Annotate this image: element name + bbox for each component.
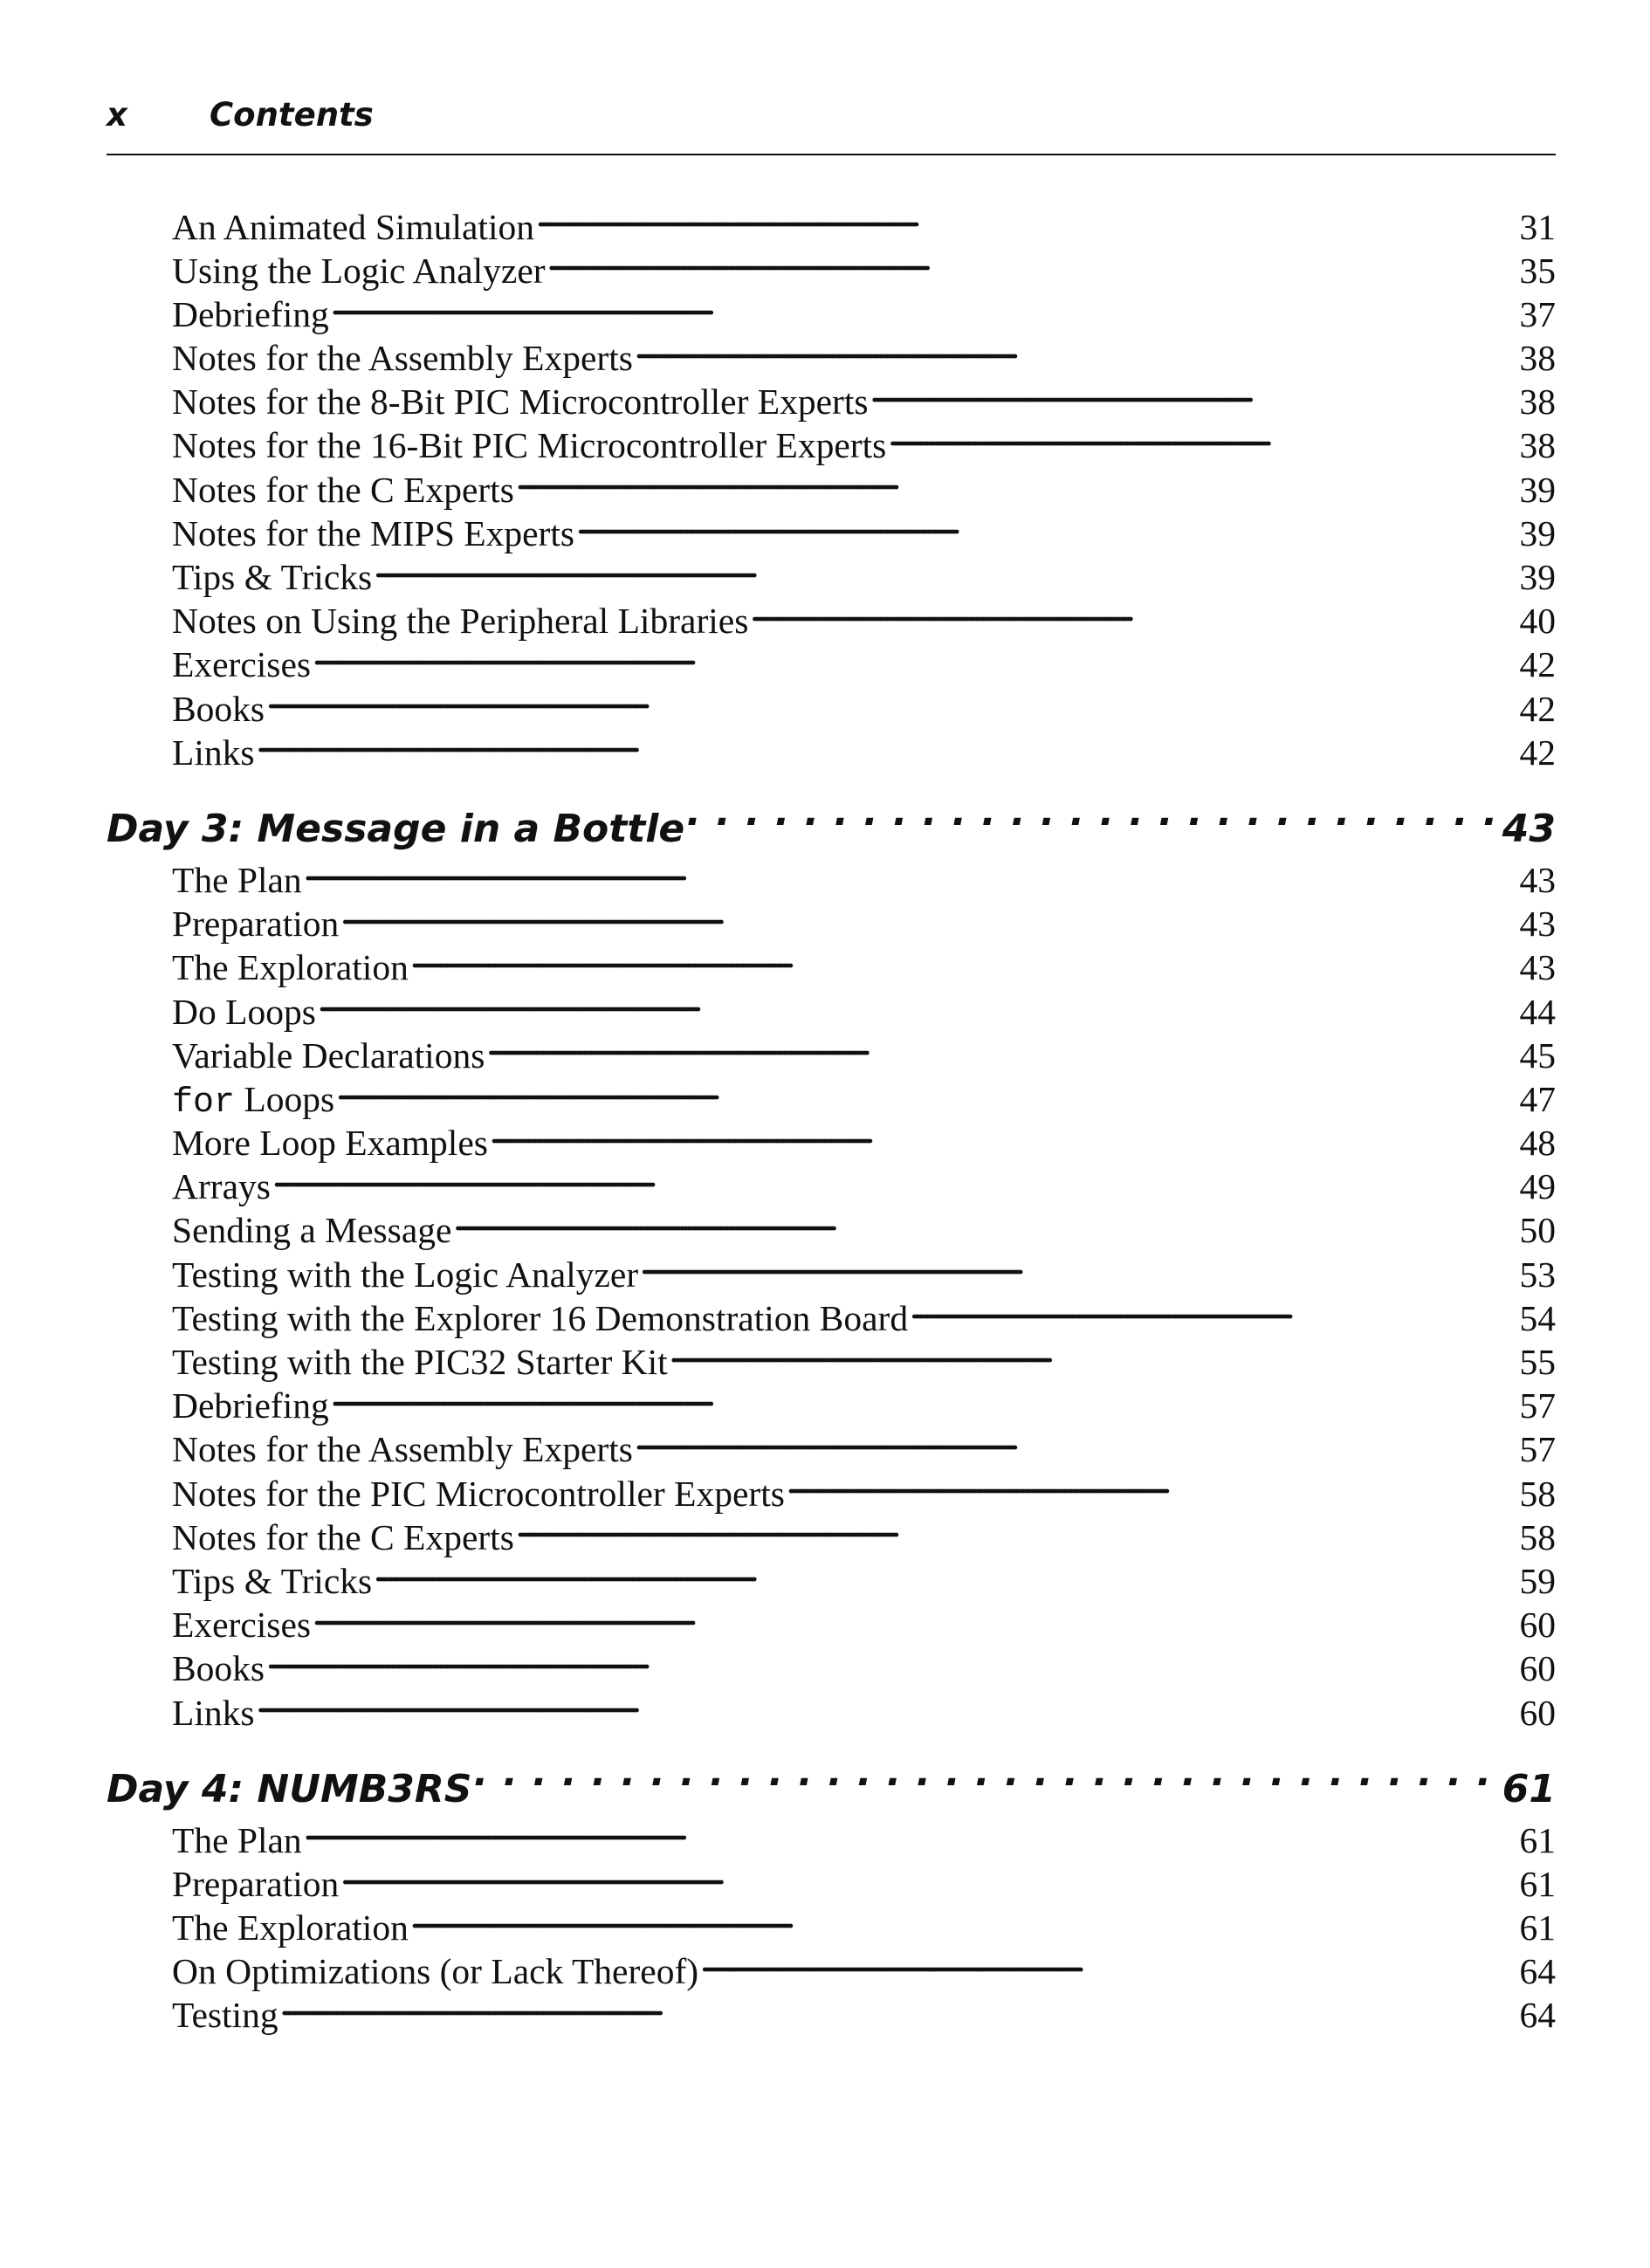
toc-entry-title: Notes for the 16-Bit PIC Microcontroller Experts: [172, 425, 887, 466]
chapter-day-3: [107, 803, 1556, 1732]
dot-leader: [635, 334, 1518, 371]
chapter-heading[interactable]: [107, 1763, 1556, 1816]
toc-page-number: 59: [1519, 1560, 1556, 1601]
toc-entry-title: The Plan: [172, 859, 302, 900]
toc-entry[interactable]: [107, 203, 1556, 246]
dot-leader: [473, 1763, 1500, 1802]
toc-entry[interactable]: [107, 1469, 1556, 1513]
toc-entry-title: The Exploration: [172, 947, 409, 988]
toc-page-number: 49: [1519, 1166, 1556, 1207]
dot-leader: [331, 290, 1518, 326]
chapter-entries: [107, 856, 1556, 1732]
toc-page-number: 53: [1519, 1254, 1556, 1295]
dot-leader: [340, 1859, 1517, 1896]
toc-entry[interactable]: [107, 378, 1556, 422]
toc-page-number: 38: [1519, 338, 1556, 379]
toc-entry[interactable]: [107, 1859, 1556, 1903]
toc-entry-title: Testing with the Logic Analyzer: [172, 1254, 639, 1295]
toc-page-number: 37: [1519, 293, 1556, 334]
toc-entry-title: Notes for the MIPS Experts: [172, 512, 575, 553]
toc-entry-title: On Optimizations (or Lack Thereof): [172, 1951, 699, 1992]
toc-page-number: 64: [1519, 1995, 1556, 2036]
toc-entry[interactable]: [107, 1991, 1556, 2035]
toc-page-number: 57: [1519, 1385, 1556, 1426]
toc-page-number: 45: [1519, 1034, 1556, 1076]
toc-entry-title: More Loop Examples: [172, 1123, 488, 1164]
toc-entry-title: Notes for the C Experts: [172, 1516, 514, 1557]
dot-leader: [340, 900, 1517, 937]
toc-entry-title: Exercises: [172, 1605, 312, 1646]
toc-page-number: 50: [1519, 1210, 1556, 1251]
toc-entry-title: Testing with the Explorer 16 Demonstration Board: [172, 1297, 909, 1338]
toc-entry[interactable]: [107, 1816, 1556, 1859]
dot-leader: [257, 1688, 1518, 1725]
toc-page-number: 42: [1519, 688, 1556, 729]
dot-leader: [318, 987, 1518, 1024]
toc-entry-title: The Plan: [172, 1819, 302, 1860]
toc-entry-title: Links: [172, 1692, 255, 1733]
chapter-title: Day 4: NUMB3RS: [107, 1767, 472, 1812]
continued-section: [107, 203, 1556, 772]
toc-entry-title: Notes on Using the Peripheral Libraries: [172, 601, 749, 642]
toc-entry[interactable]: [107, 1250, 1556, 1294]
toc-page-number: 61: [1519, 1907, 1556, 1948]
toc-entry[interactable]: [107, 465, 1556, 509]
toc-entry-title: Debriefing: [172, 293, 329, 334]
running-header: [107, 94, 1556, 155]
toc-page-number: 60: [1519, 1692, 1556, 1733]
toc-page-number: 42: [1519, 644, 1556, 685]
toc-entry[interactable]: [107, 1163, 1556, 1206]
toc-page-number: 39: [1519, 557, 1556, 597]
toc-entry[interactable]: [107, 900, 1556, 944]
toc-page-number: 31: [1519, 206, 1556, 247]
toc-entry[interactable]: [107, 1031, 1556, 1075]
toc-entry[interactable]: [107, 944, 1556, 987]
toc-entry-title: An Animated Simulation: [172, 206, 534, 247]
toc-page-number: 38: [1519, 381, 1556, 423]
toc-entry[interactable]: [107, 334, 1556, 378]
toc-entry[interactable]: [107, 684, 1556, 728]
toc-page-number: 61: [1519, 1819, 1556, 1860]
dot-leader: [410, 1904, 1518, 1941]
dot-leader: [313, 1601, 1517, 1638]
dot-leader: [374, 1557, 1517, 1593]
dot-leader: [336, 1075, 1517, 1111]
dot-leader: [516, 1513, 1518, 1550]
toc-page-number: 64: [1519, 1951, 1556, 1992]
toc-entry[interactable]: [107, 1513, 1556, 1557]
toc-entry[interactable]: [107, 422, 1556, 465]
toc-entry-title: Tips & Tricks: [172, 1560, 373, 1601]
toc-page-number: 44: [1519, 991, 1556, 1032]
toc-page-number: 58: [1519, 1516, 1556, 1557]
toc-page-number: 39: [1519, 469, 1556, 510]
toc-page-number: 43: [1519, 947, 1556, 988]
toc-page-number: 40: [1519, 601, 1556, 642]
chapter-day-4: [107, 1763, 1556, 2035]
toc-entry[interactable]: [107, 1948, 1556, 1991]
toc-entry-title: Preparation: [172, 904, 340, 945]
code-keyword: for: [172, 1082, 236, 1123]
toc-entry[interactable]: [107, 987, 1556, 1031]
toc-entry[interactable]: [107, 1645, 1556, 1688]
dot-leader: [888, 422, 1517, 458]
chapter-title: Day 3: Message in a Bottle: [107, 807, 685, 852]
chapter-heading[interactable]: [107, 803, 1556, 856]
table-of-contents: [107, 203, 1556, 2035]
toc-entry[interactable]: [107, 1075, 1556, 1123]
toc-entry-title: Notes for the 8-Bit PIC Microcontroller Experts: [172, 381, 869, 423]
toc-page-number: 55: [1519, 1342, 1556, 1382]
toc-entry-title: Arrays: [172, 1166, 271, 1207]
toc-entry-title: Sending a Message: [172, 1210, 452, 1251]
dot-leader: [576, 509, 1517, 546]
toc-entry-title: Testing: [172, 1995, 278, 2036]
toc-entry[interactable]: [107, 553, 1556, 597]
chapter-page-number: 43: [1502, 807, 1556, 852]
toc-page-number: 60: [1519, 1605, 1556, 1646]
toc-entry[interactable]: [107, 1601, 1556, 1645]
dot-leader: [670, 1338, 1518, 1375]
toc-page: [107, 94, 1556, 2035]
toc-entry[interactable]: [107, 1338, 1556, 1382]
toc-page-number: 54: [1519, 1297, 1556, 1338]
dot-leader: [280, 1991, 1518, 2028]
toc-page-number: 43: [1519, 904, 1556, 945]
toc-page-number: 57: [1519, 1429, 1556, 1470]
toc-page-number: 42: [1519, 732, 1556, 773]
toc-entry-title: Notes for the PIC Microcontroller Experts: [172, 1473, 785, 1514]
dot-leader: [486, 1031, 1517, 1068]
toc-entry-title: Books: [172, 1648, 265, 1689]
dot-leader: [870, 378, 1518, 415]
dot-leader: [304, 1816, 1518, 1852]
toc-entry[interactable]: [107, 1119, 1556, 1163]
toc-entry-title: Preparation: [172, 1863, 340, 1904]
toc-entry-title: Exercises: [172, 644, 312, 685]
toc-page-number: 48: [1519, 1123, 1556, 1164]
toc-page-number: 60: [1519, 1648, 1556, 1689]
toc-entry[interactable]: [107, 856, 1556, 899]
dot-leader: [536, 203, 1518, 239]
toc-entry-title: Notes for the Assembly Experts: [172, 338, 633, 379]
toc-entry-title: The Exploration: [172, 1907, 409, 1948]
toc-entry-title: Notes for the C Experts: [172, 469, 514, 510]
toc-entry-title: Do Loops: [172, 991, 316, 1032]
toc-entry[interactable]: [107, 597, 1556, 641]
toc-entry-title: Testing with the PIC32 Starter Kit: [172, 1342, 668, 1382]
chapter-page-number: 61: [1502, 1767, 1556, 1812]
toc-page-number: 39: [1519, 512, 1556, 553]
toc-page-number: 43: [1519, 859, 1556, 900]
dot-leader: [313, 641, 1517, 677]
toc-entry-title: Variable Declarations: [172, 1034, 485, 1076]
toc-entry[interactable]: [107, 641, 1556, 684]
dot-leader: [640, 1250, 1517, 1287]
toc-entry-title: [172, 1077, 334, 1125]
dot-leader: [331, 1382, 1518, 1419]
dot-leader: [787, 1469, 1518, 1506]
toc-entry[interactable]: [107, 1382, 1556, 1426]
toc-page-number: 58: [1519, 1473, 1556, 1514]
dot-leader: [453, 1206, 1517, 1243]
toc-page-number: 61: [1519, 1863, 1556, 1904]
chapter-entries: [107, 1816, 1556, 2035]
dot-leader: [750, 597, 1517, 634]
running-title: Contents: [210, 96, 374, 134]
toc-page-number: 47: [1519, 1078, 1556, 1119]
toc-page-number: 38: [1519, 425, 1556, 466]
toc-entry-title: Links: [172, 732, 255, 773]
dot-leader: [257, 728, 1518, 765]
toc-entry[interactable]: [107, 728, 1556, 772]
dot-leader: [266, 684, 1517, 721]
toc-entry-title: Notes for the Assembly Experts: [172, 1429, 633, 1470]
dot-leader: [266, 1645, 1517, 1681]
toc-entry[interactable]: [107, 290, 1556, 333]
dot-leader: [700, 1948, 1517, 1984]
toc-entry[interactable]: [107, 1557, 1556, 1600]
toc-entry[interactable]: [107, 1904, 1556, 1948]
dot-leader: [304, 856, 1518, 892]
toc-entry[interactable]: [107, 509, 1556, 553]
toc-entry-title: Books: [172, 688, 265, 729]
toc-entry-title-text: Loops: [235, 1078, 335, 1119]
toc-entry[interactable]: [107, 1426, 1556, 1469]
dot-leader: [635, 1426, 1518, 1462]
toc-entry[interactable]: [107, 1688, 1556, 1732]
toc-entry-title: Using the Logic Analyzer: [172, 250, 546, 291]
dot-leader: [910, 1294, 1517, 1330]
toc-entry[interactable]: [107, 246, 1556, 290]
dot-leader: [272, 1163, 1518, 1199]
dot-leader: [686, 803, 1501, 842]
page-folio: x: [107, 96, 127, 134]
toc-page-number: 35: [1519, 250, 1556, 291]
dot-leader: [516, 465, 1518, 502]
toc-entry[interactable]: [107, 1206, 1556, 1250]
toc-entry-title: Debriefing: [172, 1385, 329, 1426]
toc-entry[interactable]: [107, 1294, 1556, 1337]
toc-entry-title: Tips & Tricks: [172, 557, 373, 597]
dot-leader: [490, 1119, 1518, 1156]
dot-leader: [374, 553, 1517, 590]
dot-leader: [547, 246, 1518, 283]
dot-leader: [410, 944, 1518, 980]
